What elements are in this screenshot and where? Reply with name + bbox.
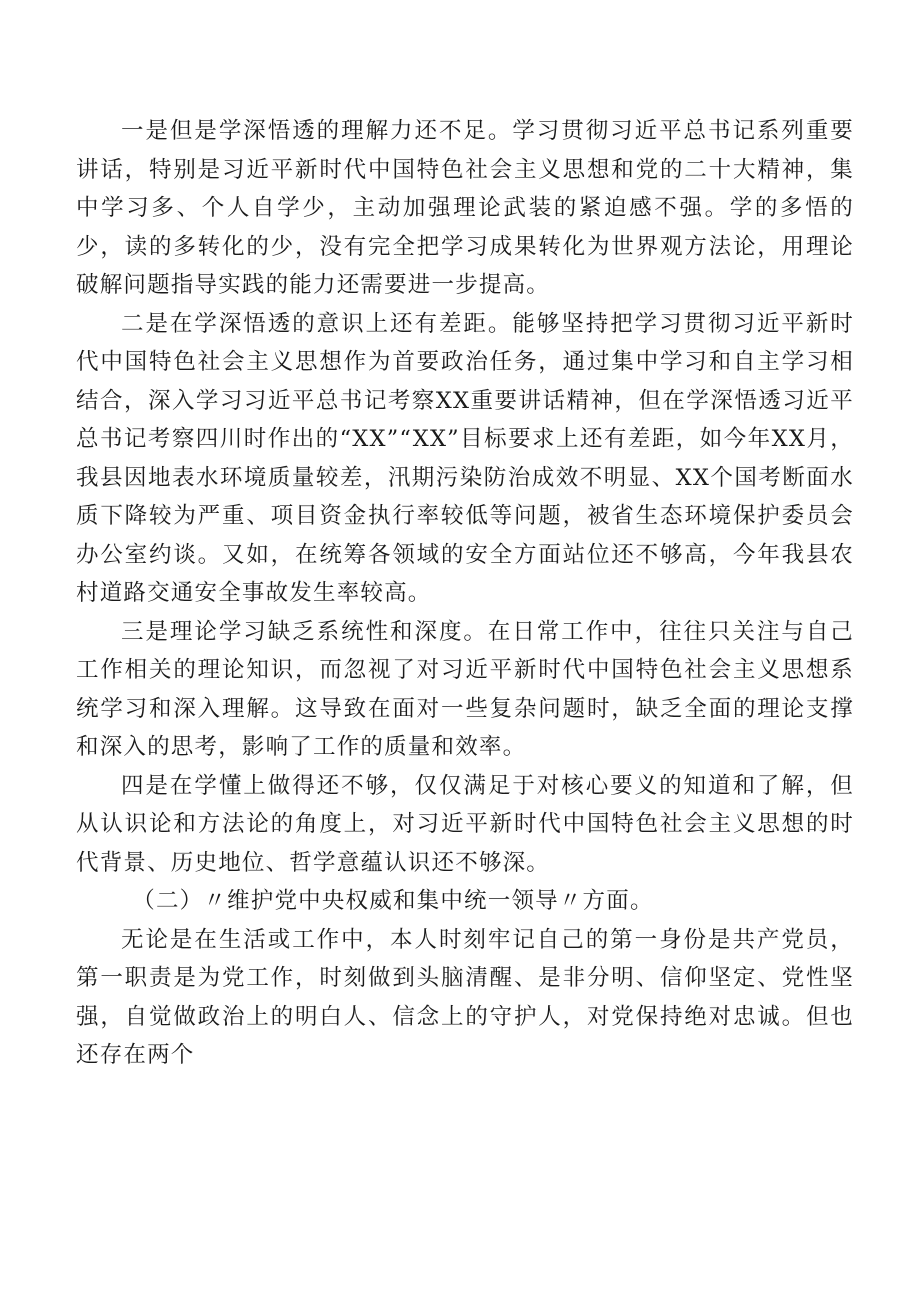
document-body [76, 112, 854, 1075]
section-heading: （二）〃维护党中央权威和集中统一领导〃方面。 [132, 888, 654, 914]
paragraph-closing: 无论是在生活或工作中，本人时刻牢记自己的第一身份是共产党员，第一职责是为党工作，时刻做到头脑清醒、是非分明、信仰坚定、党性坚强，自觉做政治上的明白人、信念上的守护人，对党保持绝对忠诚。但也还存在两个 [76, 926, 854, 1068]
paragraph-point-four: 四是在学懂上做得还不够，仅仅满足于对核心要义的知道和了解，但从认识论和方法论的角度上，对习近平新时代中国特色社会主义思想的时代背景、历史地位、哲学意蕴认识还不够深。 [76, 772, 854, 876]
paragraph-point-one: 一是但是学深悟透的理解力还不足。学习贯彻习近平总书记系列重要讲话，特别是习近平新时代中国特色社会主义思想和党的二十大精神，集中学习多、个人自学少，主动加强理论武装的紧迫感不强。学的多悟的少，读的多转化的少，没有完全把学习成果转化为世界观方法论，用理论破解问题指导实践的能力还需要进一步提高。 [76, 118, 854, 298]
paragraph-point-three: 三是理论学习缺乏系统性和深度。在日常工作中，往往只关注与自己工作相关的理论知识，而忽视了对习近平新时代中国特色社会主义思想系统学习和深入理解。这导致在面对一些复杂问题时，缺乏全面的理论支撑和深入的思考，影响了工作的质量和效率。 [76, 618, 854, 760]
paragraph-point-two: 二是在学深悟透的意识上还有差距。能够坚持把学习贯彻习近平新时代中国特色社会主义思想作为首要政治任务，通过集中学习和自主学习相结合，深入学习习近平总书记考察XX重要讲话精神，但在学深悟透习近平总书记考察四川时作出的“XX”“XX”目标要求上还有差距，如今年XX月，我县因地表水环境质量较差，汛期污染防治成效不明显、XX个国考断面水质下降较为严重、项目资金执行率较低等问题，被省生态环境保护委员会办公室约谈。又如，在统筹各领域的安全方面站位还不够高，今年我县农村道路交通安全事故发生率较高。 [76, 310, 854, 606]
